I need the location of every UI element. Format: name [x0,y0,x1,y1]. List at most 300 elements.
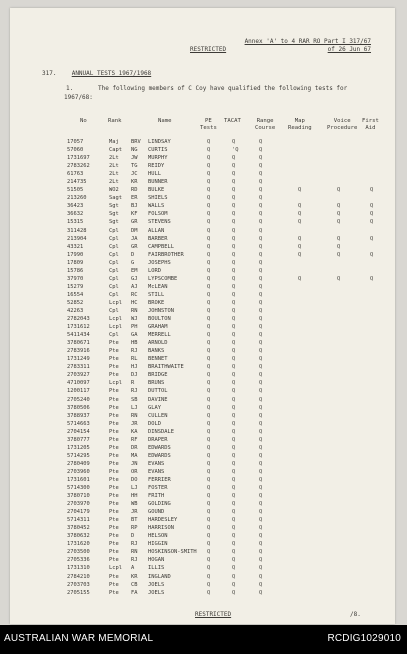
rank: Cpl [109,283,119,290]
initials: CB [131,581,138,588]
initials: OR [131,468,138,475]
table-row [10,139,395,147]
rank: Cpl [109,267,119,274]
surname: CULLEN [148,412,168,419]
rank: Capt [109,147,122,154]
qualified-mark: Q [259,380,263,387]
initials: JC [131,171,138,178]
archive-id: RCDIG1029010 [327,633,401,644]
table-row [10,324,395,332]
surname: GOUND [148,509,165,516]
rank: Pte [109,444,119,451]
table-row [10,461,395,469]
rank: 2Lt [109,163,119,170]
qualified-mark: Q [207,299,211,306]
rank: Cpl [109,275,119,282]
table-row [10,219,395,227]
surname: JOSEPHS [148,259,171,266]
rank: Pte [109,364,119,371]
qualified-mark: Q [207,436,211,443]
initials: G [131,259,135,266]
table-row [10,541,395,549]
col-header-pe [200,118,217,132]
rank: Pte [109,404,119,411]
qualified-mark: Q [207,364,211,371]
qualified-mark: Q [337,219,341,226]
rank: Sgt [109,203,119,210]
qualified-mark: Q [207,476,211,483]
qualified-mark: Q [207,581,211,588]
rank: Lcpl [109,316,122,323]
table-row [10,252,395,260]
qualified-mark: 'Q [232,147,239,154]
qualified-mark: Q [232,581,236,588]
initials: LJ [131,485,138,492]
col-map-label-2: Reading [288,125,312,131]
service-number: 17990 [67,251,84,258]
table-row [10,268,395,276]
service-number: 3788937 [67,412,90,419]
rank: Cpl [109,251,119,258]
initials: EM [131,267,138,274]
intro-line-2: 1967/68: [64,94,93,101]
initials: RN [131,412,138,419]
surname: LORD [148,267,161,274]
surname: REIDY [148,163,165,170]
table-row [10,380,395,388]
qualification-table [10,139,395,598]
table-row [10,557,395,565]
qualified-mark: Q [207,203,211,210]
surname: FRITH [148,493,165,500]
qualified-mark: Q [232,163,236,170]
service-number: 42263 [67,307,84,314]
surname: DUTTOL [148,388,168,395]
col-voice-label-2: Procedure [327,125,358,131]
rank: Pte [109,420,119,427]
qualified-mark: Q [232,251,236,258]
col-first-aid-label-1: First [362,118,379,124]
rank: Cpl [109,307,119,314]
service-number: 36423 [67,203,84,210]
initials: ER [131,195,138,202]
table-row [10,437,395,445]
qualified-mark: Q [337,203,341,210]
qualified-mark: Q [259,187,263,194]
initials: DR [131,444,138,451]
initials: MA [131,452,138,459]
qualified-mark: Q [207,565,211,572]
qualified-mark: Q [370,251,374,258]
rank: WO2 [109,187,119,194]
service-number: 15315 [67,219,84,226]
qualified-mark: Q [298,203,302,210]
qualified-mark: Q [207,380,211,387]
qualified-mark: Q [207,573,211,580]
qualified-mark: Q [207,533,211,540]
qualified-mark: Q [232,332,236,339]
initials: PH [131,324,138,331]
table-row [10,477,395,485]
section-heading [42,70,151,77]
service-number: 15279 [67,283,84,290]
initials: RJ [131,557,138,564]
qualified-mark: Q [207,549,211,556]
qualified-mark: Q [232,179,236,186]
col-header-rank [108,118,121,125]
table-row [10,485,395,493]
service-number: 3780506 [67,404,90,411]
qualified-mark: Q [232,372,236,379]
qualified-mark: Q [259,356,263,363]
col-map-label-1: Map [294,118,305,124]
surname: CAMPBELL [148,243,174,250]
service-number: 2783311 [67,364,90,371]
service-number: 5714663 [67,420,90,427]
qualified-mark: Q [232,509,236,516]
surname: EDWARDS [148,444,171,451]
qualified-mark: Q [259,195,263,202]
table-row [10,332,395,340]
table-row [10,348,395,356]
service-number: 2783262 [67,163,90,170]
qualified-mark: Q [207,283,211,290]
annex-date: of 26 Jun 67 [327,46,371,53]
service-number: 43321 [67,243,84,250]
qualified-mark: Q [207,227,211,234]
qualified-mark: Q [232,444,236,451]
qualified-mark: Q [232,307,236,314]
qualified-mark: Q [298,251,302,258]
qualified-mark: Q [259,460,263,467]
qualified-mark: Q [259,316,263,323]
rank: Cpl [109,259,119,266]
surname: FOSTER [148,485,168,492]
service-number: 2704179 [67,509,90,516]
service-number: 2784210 [67,573,90,580]
qualified-mark: Q [259,291,263,298]
qualified-mark: Q [259,243,263,250]
page-marker: /8. [350,611,361,618]
initials: RP [131,525,138,532]
surname: FOLSOM [148,211,168,218]
surname: ALLAN [148,227,165,234]
initials: JN [131,460,138,467]
col-header-voice [327,118,357,132]
service-number: 1731205 [67,444,90,451]
col-first-aid-label-2: Aid [365,125,376,131]
rank: Cpl [109,291,119,298]
rank: Maj [109,139,119,145]
qualified-mark: Q [259,179,263,186]
table-row [10,501,395,509]
qualified-mark: Q [232,412,236,419]
qualified-mark: Q [232,589,236,596]
qualified-mark: Q [337,187,341,194]
table-row [10,284,395,292]
surname: LINDSAY [148,139,171,145]
qualified-mark: Q [207,171,211,178]
initials: BT [131,517,138,524]
qualified-mark: Q [259,332,263,339]
rank: Pte [109,356,119,363]
service-number: 2783916 [67,348,90,355]
service-number: 3780671 [67,340,90,347]
qualified-mark: Q [337,235,341,242]
qualified-mark: Q [207,501,211,508]
initials: WB [131,501,138,508]
table-row [10,187,395,195]
initials: SB [131,396,138,403]
qualified-mark: Q [232,485,236,492]
qualified-mark: Q [207,163,211,170]
initials: LJ [131,404,138,411]
table-row [10,574,395,582]
qualified-mark: Q [259,163,263,170]
intro-number: 1. [66,85,74,92]
service-number: 5411434 [67,332,90,339]
surname: DINSDALE [148,428,174,435]
surname: WALLS [148,203,165,210]
rank: Pte [109,396,119,403]
col-range-label-2: Course [255,125,276,131]
rank: Cpl [109,243,119,250]
service-number: 3780632 [67,533,90,540]
qualified-mark: Q [232,267,236,274]
table-row [10,300,395,308]
initials: TG [131,163,138,170]
rank: Pte [109,589,119,596]
surname: BUNNER [148,179,168,186]
qualified-mark: Q [232,468,236,475]
qualified-mark: Q [232,388,236,395]
qualified-mark: Q [259,452,263,459]
qualified-mark: Q [232,364,236,371]
initials: RL [131,356,138,363]
qualified-mark: Q [232,493,236,500]
surname: INGLAND [148,573,171,580]
service-number: 37970 [67,275,84,282]
qualified-mark: Q [259,485,263,492]
service-number: 3780777 [67,436,90,443]
qualified-mark: Q [232,283,236,290]
qualified-mark: Q [207,557,211,564]
rank: Lcpl [109,565,122,572]
rank: Cpl [109,227,119,234]
table-row [10,171,395,179]
col-header-tacat [224,118,241,125]
qualified-mark: Q [207,195,211,202]
rank: Pte [109,460,119,467]
service-number: 1731249 [67,356,90,363]
surname: MERRELL [148,332,171,339]
table-row [10,533,395,541]
initials: RN [131,307,138,314]
qualified-mark: Q [232,452,236,459]
initials: KA [131,428,138,435]
qualified-mark: Q [259,307,263,314]
intro-line-1: The following members of C Coy have qualified the following tests for [98,85,348,92]
table-row [10,316,395,324]
service-number: 2703970 [67,501,90,508]
col-header-no [80,118,87,125]
qualified-mark: Q [259,420,263,427]
qualified-mark: Q [259,404,263,411]
initials: GR [131,219,138,226]
qualified-mark: Q [207,388,211,395]
table-row [10,445,395,453]
qualified-mark: Q [298,235,302,242]
qualified-mark: Q [259,468,263,475]
qualified-mark: Q [259,348,263,355]
qualified-mark: Q [259,541,263,548]
service-number: 57060 [67,147,84,154]
service-number: 1731612 [67,324,90,331]
rank: 2Lt [109,171,119,178]
initials: FA [131,589,138,596]
qualified-mark: Q [232,420,236,427]
rank: Sagt [109,195,122,202]
surname: GLAY [148,404,161,411]
annex-line: Annex 'A' to 4 RAR RO Part I 317/67 [244,38,371,45]
initials: RC [131,291,138,298]
table-row [10,203,395,211]
col-tacat-label: TACAT [224,118,241,124]
qualified-mark: Q [232,299,236,306]
qualified-mark: Q [232,525,236,532]
initials: AJ [131,283,138,290]
rank: Cpl [109,235,119,242]
qualified-mark: Q [232,203,236,210]
qualified-mark: Q [259,573,263,580]
surname: HIGGIN [148,541,168,548]
qualified-mark: Q [207,541,211,548]
initials: HB [131,340,138,347]
table-row [10,308,395,316]
table-row [10,397,395,405]
qualified-mark: Q [259,388,263,395]
qualified-mark: Q [207,219,211,226]
service-number: 2782043 [67,316,90,323]
service-number: 36632 [67,211,84,218]
service-number: 2703703 [67,581,90,588]
qualified-mark: Q [207,420,211,427]
qualified-mark: Q [232,557,236,564]
qualified-mark: Q [232,476,236,483]
rank: Pte [109,436,119,443]
qualified-mark: Q [298,211,302,218]
qualified-mark: Q [207,517,211,524]
qualified-mark: Q [259,436,263,443]
archive-name: AUSTRALIAN WAR MEMORIAL [4,633,154,644]
qualified-mark: Q [259,509,263,516]
col-rank-label: Rank [108,118,122,124]
rank: Lcpl [109,324,122,331]
qualified-mark: Q [259,275,263,282]
service-number: 17809 [67,259,84,266]
surname: JOELS [148,589,165,596]
initials: RN [131,549,138,556]
qualified-mark: Q [259,147,263,154]
qualified-mark: Q [259,203,263,210]
table-row [10,276,395,284]
surname: EVANS [148,468,165,475]
initials: RJ [131,348,138,355]
service-number: 213260 [67,195,87,202]
surname: HARDESLEY [148,517,178,524]
qualified-mark: Q [259,476,263,483]
qualified-mark: Q [232,171,236,178]
qualified-mark: Q [207,452,211,459]
surname: DAVINE [148,396,168,403]
service-number: 15786 [67,267,84,274]
surname: FERRIER [148,476,171,483]
surname: DOLD [148,420,161,427]
rank: Pte [109,573,119,580]
col-header-map [288,118,312,132]
qualified-mark: Q [232,428,236,435]
surname: HARRISON [148,525,174,532]
service-number: 1731620 [67,541,90,548]
surname: STILL [148,291,165,298]
service-number: 3780452 [67,525,90,532]
qualified-mark: Q [232,541,236,548]
initials: A [131,565,135,572]
qualified-mark: Q [232,533,236,540]
qualified-mark: Q [232,316,236,323]
rank: Cpl [109,332,119,339]
service-number: 1200117 [67,388,90,395]
qualified-mark: Q [259,565,263,572]
qualified-mark: Q [232,340,236,347]
annex-header [245,38,371,54]
initials: KR [131,573,138,580]
col-name-label: Name [158,118,172,124]
rank: Pte [109,485,119,492]
qualified-mark: Q [207,187,211,194]
qualified-mark: Q [207,340,211,347]
surname: HOSKINSON-SMITH [148,549,197,556]
qualified-mark: Q [259,171,263,178]
service-number: 2780409 [67,460,90,467]
qualified-mark: Q [232,565,236,572]
initials: RJ [131,541,138,548]
initials: GA [131,332,138,339]
qualified-mark: Q [337,251,341,258]
table-row [10,211,395,219]
qualified-mark: Q [298,219,302,226]
rank: Pte [109,541,119,548]
table-row [10,388,395,396]
qualified-mark: Q [337,275,341,282]
rank: Pte [109,509,119,516]
service-number: 17057 [67,139,84,145]
surname: DRAPER [148,436,168,443]
section-number: 317. [42,70,57,77]
qualified-mark: Q [207,460,211,467]
initials: JW [131,155,138,162]
service-number: 5714300 [67,485,90,492]
qualified-mark: Q [232,348,236,355]
table-row [10,453,395,461]
qualified-mark: Q [207,332,211,339]
service-number: 1731310 [67,565,90,572]
rank: 2Lt [109,179,119,186]
qualified-mark: Q [259,364,263,371]
initials: JR [131,420,138,427]
qualified-mark: Q [370,187,374,194]
qualified-mark: Q [259,525,263,532]
